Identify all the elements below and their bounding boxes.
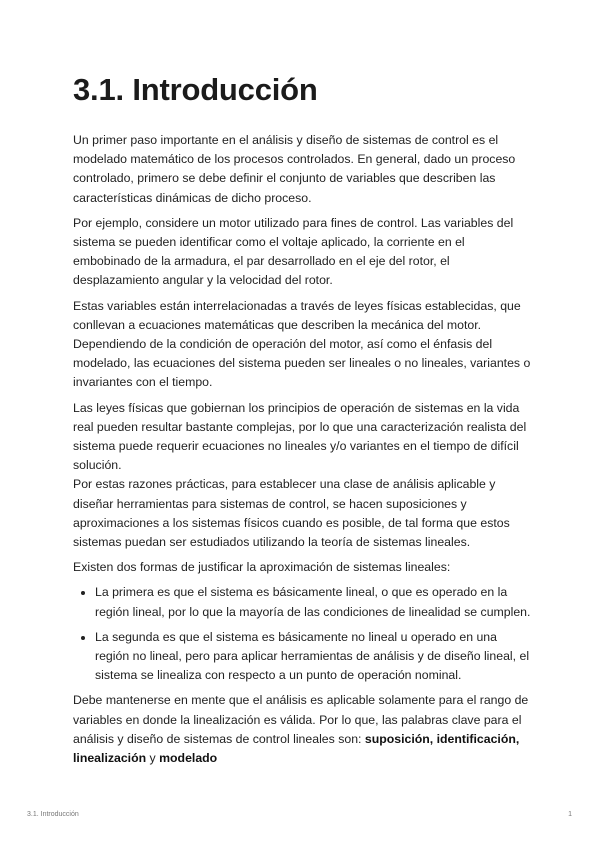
physical-laws-text: Las leyes físicas que gobiernan los principios de operación de sistemas en la vida real pueden resultar bastante complejas, por lo que una caracterización realista del sistema puede requerir ecuaciones no lineales y/o variantes en el tiempo de difícil solución.	[73, 400, 527, 473]
page-footer	[27, 811, 572, 818]
justification-list	[73, 583, 531, 685]
paragraph-two-forms: Existen dos formas de justificar la aproximación de sistemas lineales:	[73, 560, 451, 575]
paragraph-physical-laws	[73, 399, 531, 553]
paragraph-intro: Un primer paso importante en el análisis y diseño de sistemas de control es el modelado matemático de los procesos controlados. En general, dado un proceso controlado, primero se debe definir el conjunto de variables que describen las características dinámicas de dicho proceso.	[73, 133, 516, 205]
keywords-bold-1: suposición, identificación, linealización	[73, 731, 520, 766]
paragraph-motor-example: Por ejemplo, considere un motor utilizado para fines de control. Las variables del sistema se pueden identificar como el voltaje aplicado, la corriente en el embobinado de la armadura, el par desarrollado en el eje del rotor, el desplazamiento angular y la velocidad del rotor.	[73, 215, 514, 288]
closing-text: Debe mantenerse en mente que el análisis es aplicable solamente para el rango de variables en donde la linealización es válida. Por lo que, las palabras clave para el análisis y diseño de sistemas de control lineales son:	[73, 693, 529, 746]
footer-page-number: 1	[568, 811, 572, 818]
page-title: 3.1. Introducción	[73, 72, 318, 107]
practical-reasons-text: Por estas razones prácticas, para establecer una clase de análisis aplicable y diseñar herramientas para sistemas de control, se hacen suposiciones y aproximaciones a los sistemas físicos cuando es posible, de tal forma que estos sistemas puedan ser estudiados utilizando la teoría de sistemas lineales.	[73, 477, 510, 550]
page-content	[73, 70, 531, 774]
document-body	[73, 131, 531, 768]
list-item: • La segunda es que el sistema es básicamente no lineal u operado en una región no lineal, pero para aplicar herramientas de análisis y de diseño lineal, el sistema se linealiza con respecto a un punto de operación nominal.	[95, 628, 531, 686]
keywords-bold-2: modelado	[159, 751, 218, 766]
paragraph-closing	[73, 691, 531, 768]
keywords-joiner: y	[146, 751, 160, 766]
footer-section-title: 3.1. Introducción	[27, 811, 79, 818]
paragraph-variables: Estas variables están interrelacionadas a través de leyes físicas establecidas, que conllevan a ecuaciones matemáticas que describen la mecánica del motor. Dependiendo de la condición de operación del motor, así como el énfasis del modelado, las ecuaciones del sistema pueden ser lineales o no lineales, variantes o invariantes con el tiempo.	[73, 298, 531, 390]
list-item: • La primera es que el sistema es básicamente lineal, o que es operado en la región lineal, por lo que la mayoría de las condiciones de linealidad se cumplen.	[95, 583, 531, 621]
